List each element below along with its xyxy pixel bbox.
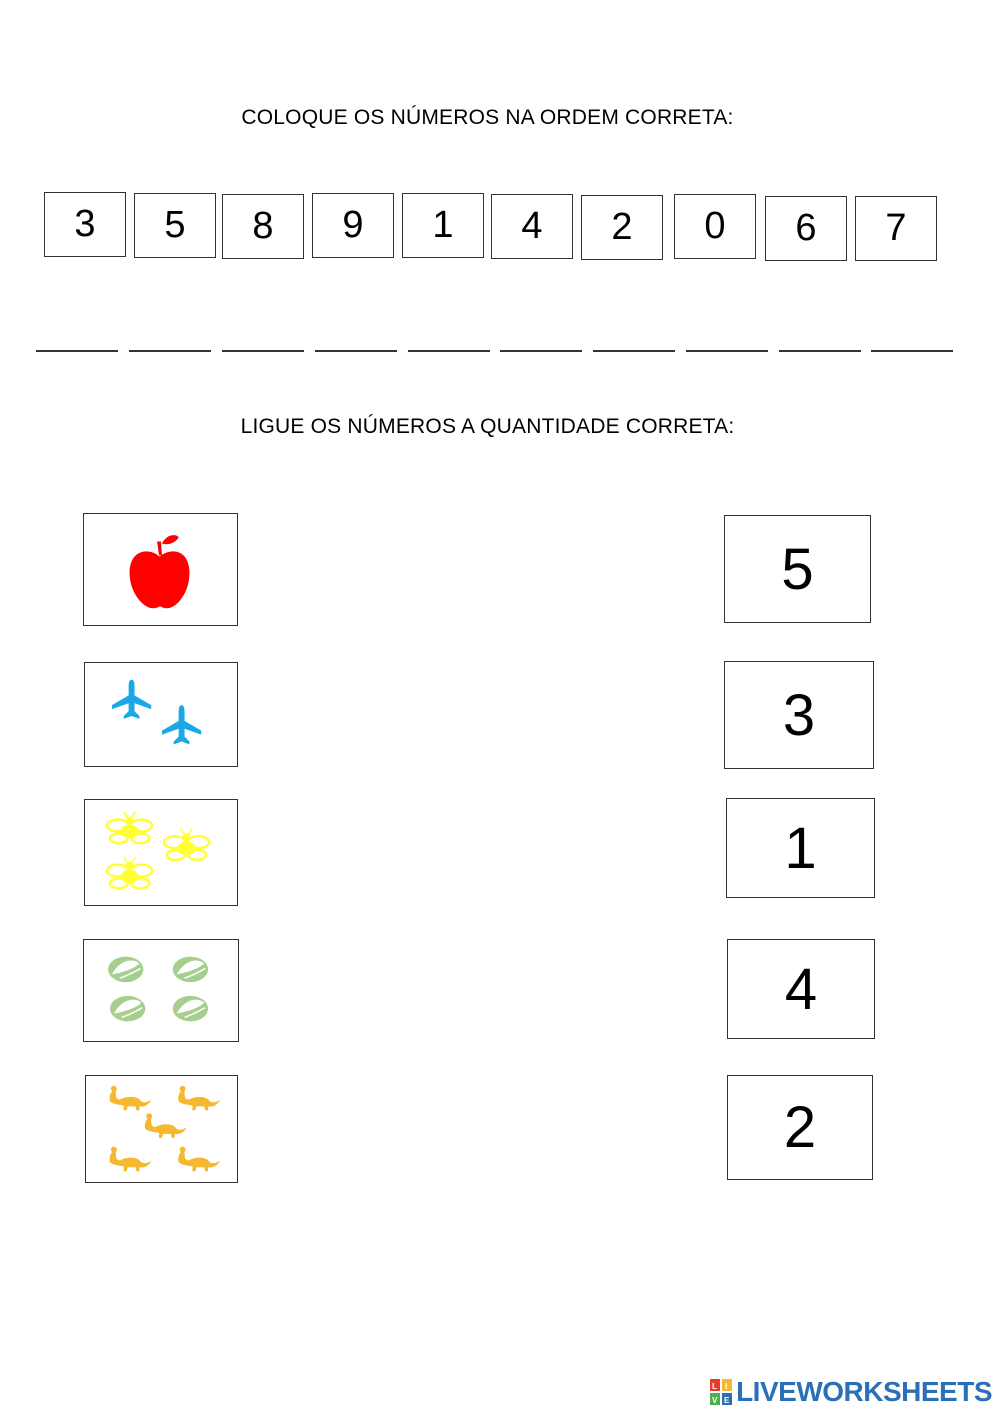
number-tile[interactable]: 5: [134, 193, 216, 258]
answer-blank[interactable]: [222, 338, 304, 352]
ball-icon: [173, 996, 208, 1021]
bee-icon: [164, 828, 209, 859]
number-tile[interactable]: 0: [674, 194, 756, 259]
ball-icon: [110, 996, 145, 1021]
apple-icon: [130, 535, 190, 608]
answer-blank[interactable]: [408, 338, 490, 352]
answer-blanks-row: [36, 338, 956, 358]
answer-blank[interactable]: [779, 338, 861, 352]
ball-group: [84, 940, 238, 1041]
numbers-row: [44, 192, 939, 264]
number-tile[interactable]: 7: [855, 196, 937, 261]
dinosaur-icon: [145, 1113, 187, 1138]
bee-group: [85, 800, 237, 905]
bee-icon: [107, 857, 152, 888]
apple-group: [84, 514, 237, 625]
answer-number-box[interactable]: 5: [724, 515, 871, 623]
quantity-box-balls[interactable]: [83, 939, 239, 1042]
answer-blank[interactable]: [871, 338, 953, 352]
logo-mark-letter: V: [712, 1396, 718, 1405]
answer-blank[interactable]: [315, 338, 397, 352]
instruction-order: COLOQUE OS NÚMEROS NA ORDEM CORRETA:: [241, 106, 734, 129]
bee-icon: [107, 812, 152, 843]
quantity-box-airplanes[interactable]: [84, 662, 238, 767]
quantity-box-dinosaurs[interactable]: [85, 1075, 238, 1183]
number-tile[interactable]: 9: [312, 193, 394, 258]
answer-blank[interactable]: [129, 338, 211, 352]
ball-icon: [173, 957, 208, 982]
number-tile[interactable]: 4: [491, 194, 573, 259]
logo-text: LIVEWORKSHEETS: [736, 1376, 992, 1407]
airplane-icon: [112, 680, 151, 719]
answer-number-box[interactable]: 2: [727, 1075, 873, 1180]
airplane-group: [85, 663, 237, 766]
logo-mark-letter: L: [712, 1382, 717, 1391]
quantity-box-apples[interactable]: [83, 513, 238, 626]
dinosaur-icon: [178, 1086, 220, 1111]
dinosaur-icon: [110, 1086, 152, 1111]
logo-mark-letter: I: [725, 1382, 728, 1391]
dinosaur-icon: [110, 1147, 152, 1172]
answer-number-box[interactable]: 3: [724, 661, 874, 769]
number-tile[interactable]: 6: [765, 196, 847, 261]
answer-number-box[interactable]: 4: [727, 939, 875, 1039]
logo-mark-icon: [710, 1379, 732, 1405]
number-tile[interactable]: 2: [581, 195, 663, 260]
dinosaur-icon: [178, 1147, 220, 1172]
answer-blank[interactable]: [593, 338, 675, 352]
number-tile[interactable]: 3: [44, 192, 126, 257]
answer-blank[interactable]: [686, 338, 768, 352]
logo-mark-letter: E: [724, 1396, 730, 1405]
liveworksheets-logo: [710, 1377, 992, 1407]
answer-number-box[interactable]: 1: [726, 798, 875, 898]
airplane-icon: [162, 705, 201, 744]
answer-blank[interactable]: [500, 338, 582, 352]
number-tile[interactable]: 8: [222, 194, 304, 259]
number-tile[interactable]: 1: [402, 193, 484, 258]
dinosaur-group: [86, 1076, 237, 1182]
instruction-match: LIGUE OS NÚMEROS A QUANTIDADE CORRETA:: [240, 415, 735, 438]
answer-blank[interactable]: [36, 338, 118, 352]
ball-icon: [108, 957, 143, 982]
quantity-box-bees[interactable]: [84, 799, 238, 906]
